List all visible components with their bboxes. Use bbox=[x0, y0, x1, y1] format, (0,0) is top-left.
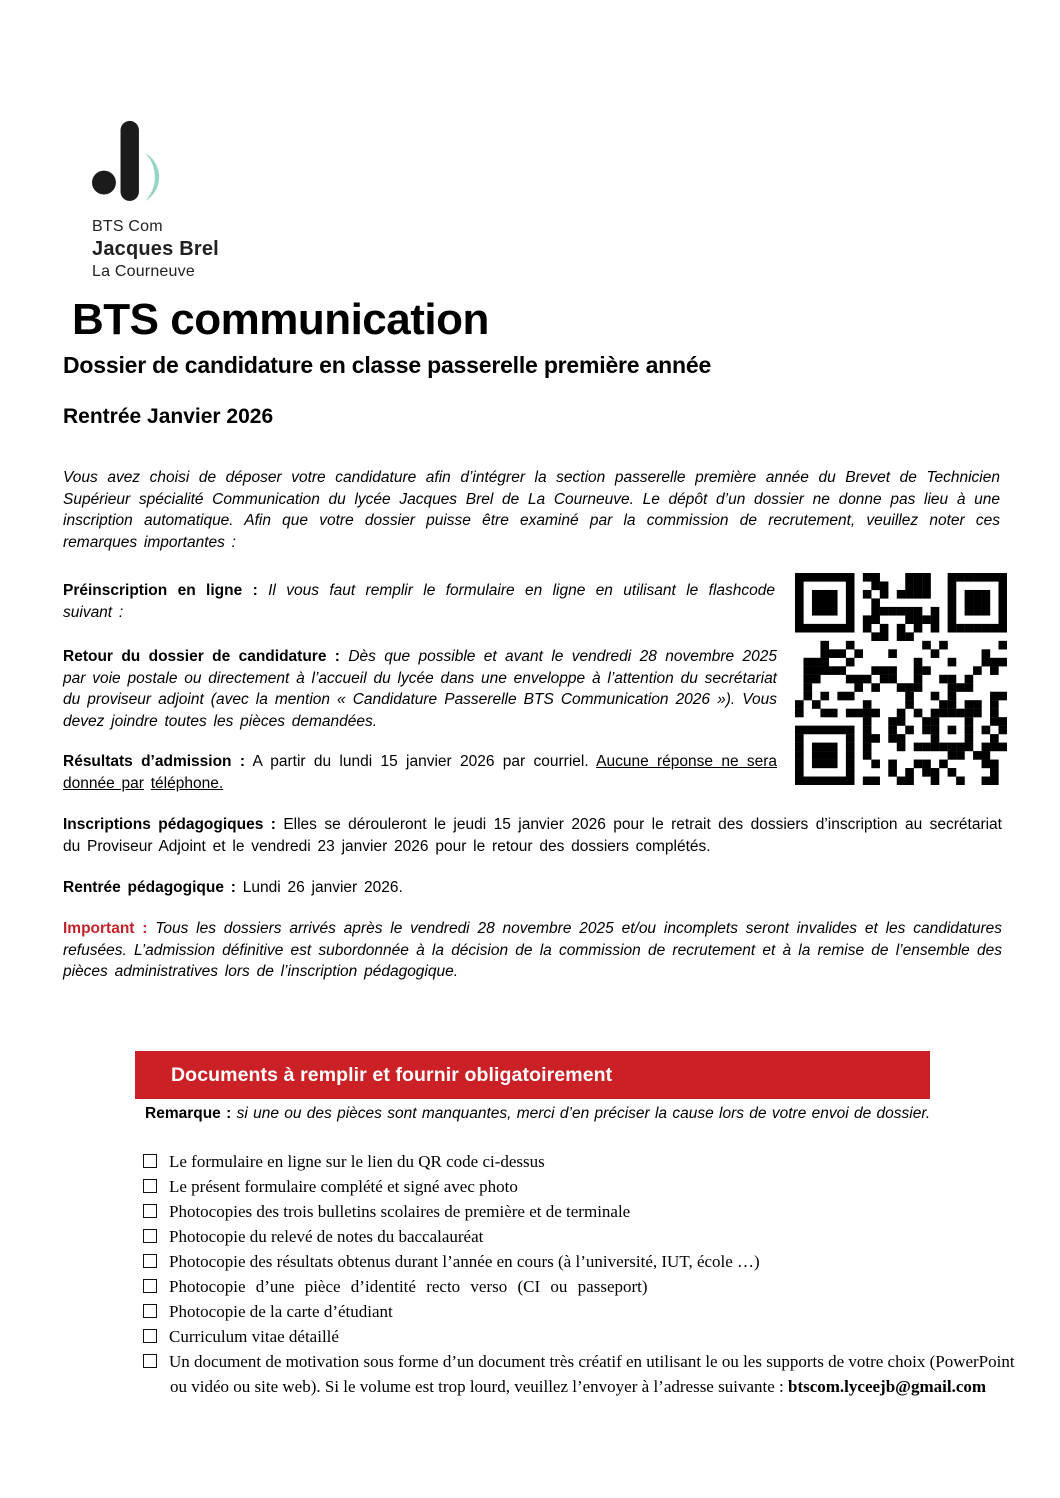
section-inscriptions-label: Inscriptions pédagogiques : bbox=[63, 816, 276, 833]
section-retour-text: Dès que possible et avant le vendredi 28 novembre 2025 par voie postale ou directement à l’accueil du lycée dans une enveloppe à l’attention du secrétariat du proviseur adjoint (avec la mention « Candidature Passerelle BTS Communication 2026 »). Vous devez joindre toutes les pièces demandées. bbox=[63, 648, 777, 730]
checkbox-icon bbox=[143, 1254, 157, 1268]
checkbox-icon bbox=[143, 1204, 157, 1218]
remarque-label: Remarque : bbox=[145, 1105, 232, 1122]
section-resultats-label: Résultats d’admission : bbox=[63, 753, 245, 770]
logo-text-bts-com: BTS Com bbox=[92, 218, 163, 235]
logo-teal-crescent bbox=[145, 153, 159, 201]
checklist-item-text: Photocopie du relevé de notes du baccalauréat bbox=[169, 1227, 484, 1246]
checklist-item bbox=[143, 1350, 1015, 1399]
checkbox-icon bbox=[143, 1354, 157, 1368]
documents-banner bbox=[135, 1051, 930, 1099]
email-address: btscom.lyceejb@gmail.com bbox=[787, 1376, 987, 1396]
checklist-item-text: Photocopies des trois bulletins scolaires de première et de terminale bbox=[169, 1202, 631, 1221]
checkbox-icon bbox=[143, 1179, 157, 1193]
section-retour-label: Retour du dossier de candidature : bbox=[63, 648, 340, 665]
checklist-item bbox=[143, 1175, 1015, 1200]
section-rentree-label: Rentrée pédagogique : bbox=[63, 879, 236, 896]
section-rentree bbox=[63, 877, 1002, 899]
qr-code bbox=[795, 573, 1007, 785]
remarque-text: si une ou des pièces sont manquantes, merci d’en préciser la cause lors de votre envoi de dossier. bbox=[236, 1105, 931, 1122]
checklist-item-text: Curriculum vitae détaillé bbox=[169, 1327, 339, 1346]
document-checklist bbox=[143, 1150, 1015, 1400]
documents-banner-title: Documents à remplir et fournir obligatoirement bbox=[171, 1063, 613, 1086]
checkbox-icon bbox=[143, 1329, 157, 1343]
checklist-item-text: Photocopie d’une pièce d’identité recto verso (CI ou passeport) bbox=[169, 1277, 648, 1296]
section-preinscription-text: Il vous faut remplir le formulaire en ligne en utilisant le flashcode suivant : bbox=[63, 582, 775, 621]
logo-black-bar bbox=[121, 121, 139, 201]
section-retour bbox=[63, 646, 777, 732]
checkbox-icon bbox=[143, 1154, 157, 1168]
section-resultats-underline2: téléphone. bbox=[150, 774, 224, 792]
section-resultats-underline1: Aucune réponse ne sera donnée par bbox=[63, 753, 778, 792]
checklist-item-text: Un document de motivation sous forme d’un document très créatif en utilisant le ou les supports de votre choix (PowerPoint ou vidéo ou site web). Si le volume est trop lourd, veuillez l’envoyer à l’adresse suivante : bbox=[169, 1352, 1015, 1396]
logo-text-jacques-brel: Jacques Brel bbox=[92, 238, 219, 260]
logo-black-dot bbox=[92, 171, 116, 195]
section-preinscription bbox=[63, 580, 775, 623]
checklist-item-text: Le formulaire en ligne sur le lien du QR code ci-dessus bbox=[169, 1152, 545, 1171]
section-resultats-text: A partir du lundi 15 janvier 2026 par courriel. bbox=[252, 753, 589, 770]
checklist-item-text: Photocopie de la carte d’étudiant bbox=[169, 1302, 393, 1321]
checkbox-icon bbox=[143, 1279, 157, 1293]
section-important bbox=[63, 918, 1002, 983]
checklist-item bbox=[143, 1225, 1015, 1250]
checkbox-icon bbox=[143, 1229, 157, 1243]
qr-code-icon bbox=[795, 573, 1007, 785]
page-subtitle: Dossier de candidature en classe passerelle première année bbox=[63, 352, 712, 378]
page-title: BTS communication bbox=[72, 295, 489, 344]
intro-paragraph: Vous avez choisi de déposer votre candidature afin d’intégrer la section passerelle première année du Brevet de Technicien Supérieur spécialité Communication du lycée Jacques Brel de La Courneuve. Le dépôt d’un dossier ne donne pas lieu à une inscription automatique. Afin que votre dossier puisse être examiné par la commission de recrutement, veuillez noter ces remarques importantes : bbox=[63, 469, 1000, 551]
session-heading: Rentrée Janvier 2026 bbox=[63, 405, 274, 428]
school-logo bbox=[92, 120, 292, 281]
checklist-item bbox=[143, 1250, 1015, 1275]
section-inscriptions bbox=[63, 814, 1002, 857]
checklist-item-text: Le présent formulaire complété et signé avec photo bbox=[169, 1177, 518, 1196]
section-preinscription-label: Préinscription en ligne : bbox=[63, 582, 258, 599]
remarque-paragraph bbox=[145, 1103, 945, 1125]
checklist-item bbox=[143, 1275, 1015, 1300]
checkbox-icon bbox=[143, 1304, 157, 1318]
section-important-label: Important : bbox=[63, 920, 148, 937]
checklist-item bbox=[143, 1300, 1015, 1325]
section-resultats bbox=[63, 751, 777, 794]
checklist-item bbox=[143, 1150, 1015, 1175]
jacques-brel-logo-icon bbox=[92, 120, 184, 212]
section-rentree-text: Lundi 26 janvier 2026. bbox=[242, 879, 403, 896]
section-inscriptions-text: Elles se dérouleront le jeudi 15 janvier 2026 pour le retrait des dossiers d’inscription au secrétariat du Proviseur Adjoint et le vendredi 23 janvier 2026 pour le retour des dossiers complétés. bbox=[63, 816, 1002, 855]
section-important-text: Tous les dossiers arrivés après le vendredi 28 novembre 2025 et/ou incomplets seront invalides et les candidatures refusées. L’admission définitive est subordonnée à la décision de la commission de recrutement et à la remise de l’ensemble des pièces administratives lors de l’inscription pédagogique. bbox=[63, 920, 1002, 981]
logo-text-la-courneuve: La Courneuve bbox=[92, 263, 195, 280]
checklist-item bbox=[143, 1200, 1015, 1225]
checklist-item-text: Photocopie des résultats obtenus durant l’année en cours (à l’université, IUT, école …) bbox=[169, 1252, 760, 1271]
checklist-item bbox=[143, 1325, 1015, 1350]
